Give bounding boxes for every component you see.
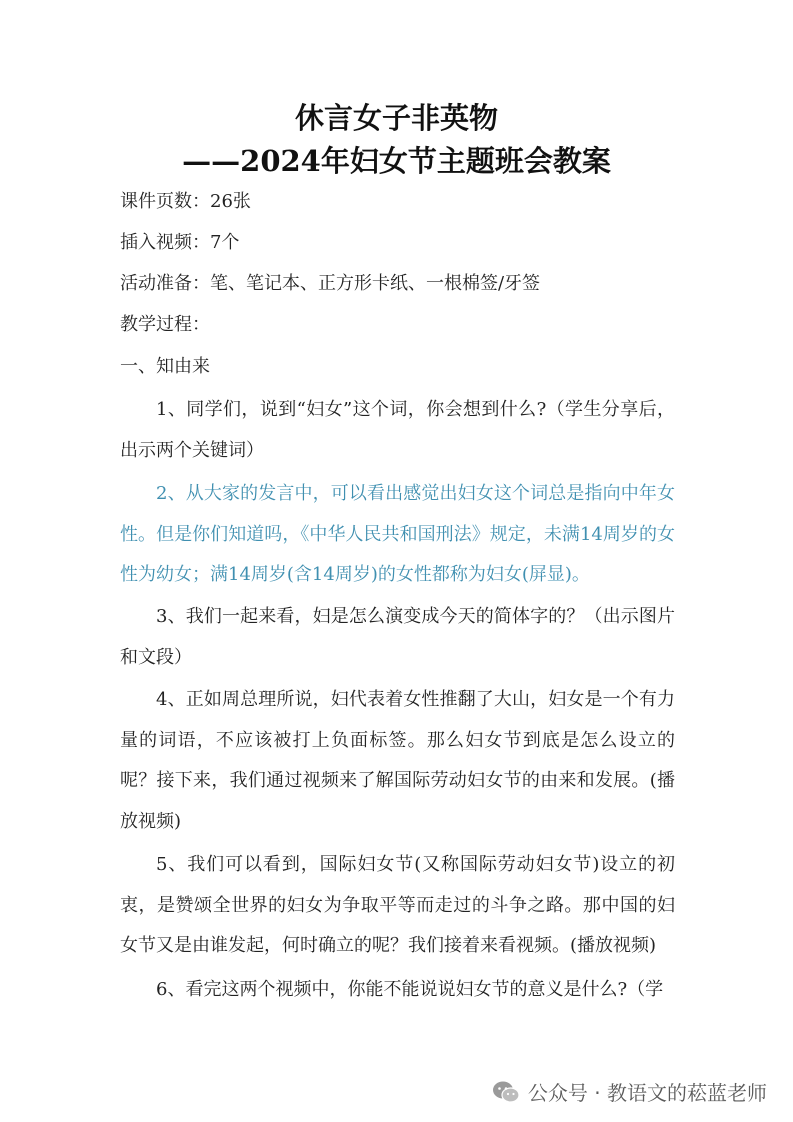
wechat-icon (492, 1080, 520, 1104)
watermark-footer (492, 1077, 767, 1106)
watermark-text: 公众号 · 教语文的菘蓝老师 (527, 1081, 767, 1105)
document-subtitle: ——2024年妇女节主题班会教案 (182, 144, 611, 178)
document-title: 休言女子非英物 (294, 101, 498, 135)
section-heading: 一、知由来 (120, 356, 210, 377)
paragraph-2-law-quote: 《中华人民共和国刑法》规定，未满14周岁的女性为幼女；满14周岁(含14周岁)的女性都称为妇女(屏显)。 (120, 523, 676, 585)
paragraph-3: 3、我们一起来看，妇是怎么演变成今天的简体字的？（出示图片和文段） (120, 606, 675, 668)
info-materials: 活动准备：笔、笔记本、正方形卡纸、一根棉签/牙签 (120, 273, 541, 294)
paragraph-6: 6、看完这两个视频中，你能不能说说妇女节的意义是什么?（学 (156, 979, 664, 1000)
info-pages: 课件页数：26张 (120, 191, 251, 212)
info-process: 教学过程： (120, 314, 210, 335)
paragraph-2-part-1: 2、从大家的发言中，可以看出感觉出妇女这个词总是指向中年女性。但是你们知道吗， (120, 483, 675, 545)
paragraph-4: 4、正如周总理所说，妇代表着女性推翻了大山，妇女是一个有力量的词语，不应该被打上负面标签。那么妇女节到底是怎么设立的呢？接下来，我们通过视频来了解国际劳动妇女节的由来和发展。(播放视频) (120, 689, 675, 832)
paragraph-5: 5、我们可以看到，国际妇女节(又称国际劳动妇女节)设立的初衷，是赞颂全世界的妇女为争取平等而走过的斗争之路。那中国的妇女节又是由谁发起，何时确立的呢？我们接着来看视频。(播放视频) (120, 854, 675, 956)
paragraph-2 (120, 474, 675, 596)
info-videos: 插入视频：7个 (120, 232, 240, 253)
paragraph-1: 1、同学们，说到“妇女”这个词，你会想到什么?（学生分享后，出示两个关键词） (120, 399, 675, 461)
